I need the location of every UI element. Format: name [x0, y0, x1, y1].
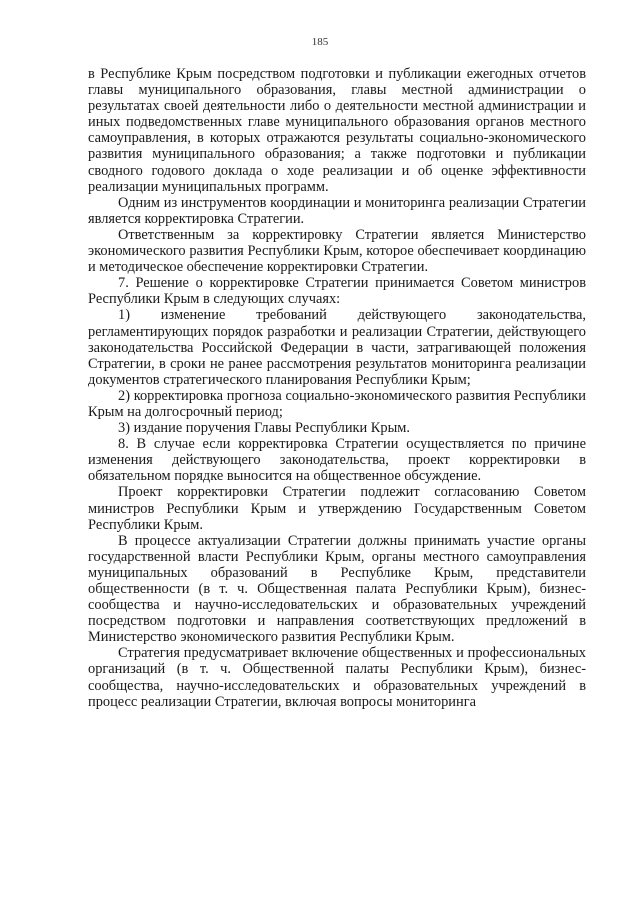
- paragraph-strategy-inclusion: Стратегия предусматривает включение общественных и профессиональных организаций (в т. ч. Общественной палаты Республики Крым), бизнес-сообщества, научно-исследовательских и образовательных учреждений в процесс реализации Стратегии, включая вопросы мониторинга: [88, 645, 586, 710]
- document-body: [88, 66, 586, 710]
- paragraph-item-8: 8. В случае если корректировка Стратегии осуществляется по причине изменения действующего законодательства, проект корректировки в обязательном порядке выносится на общественное обсуждение.: [88, 436, 586, 485]
- paragraph-coordination-tools: Одним из инструментов координации и мониторинга реализации Стратегии является корректировка Стратегии.: [88, 194, 586, 227]
- page-number: 185: [311, 36, 329, 48]
- paragraph-case-2: 2) корректировка прогноза социально-экономического развития Республики Крым на долгосрочный период;: [88, 387, 586, 420]
- paragraph-case-1: 1) изменение требований действующего законодательства, регламентирующих порядок разработки и реализации Стратегии, действующего законодательства Российской Федерации в части, затрагивающей положения Стратегии, в сроки не ранее рассмотрения результатов мониторинга реализации документов стратегического планирования Республики Крым;: [88, 307, 586, 388]
- paragraph-public-reports: в Республике Крым посредством подготовки и публикации ежегодных отчетов главы муниципального образования, главы местной администрации о результатах своей деятельности либо о деятельности местной администрации и иных подведомственных главе муниципального образования органов местного самоуправления, в которых отражаются результаты социально-экономического развития муниципального образования; а также подготовки и публикации сводного годового доклада о ходе реализации и об оценке эффективности реализации муниципальных программ.: [88, 66, 586, 195]
- paragraph-responsible-ministry: Ответственным за корректировку Стратегии является Министерство экономического развития Республики Крым, которое обеспечивает координацию и методическое обеспечение корректировки Стратегии.: [88, 226, 586, 276]
- paragraph-item-7: 7. Решение о корректировке Стратегии принимается Советом министров Республики Крым в следующих случаях:: [88, 275, 586, 308]
- paragraph-approval: Проект корректировки Стратегии подлежит согласованию Советом министров Республики Крым и утверждению Государственным Советом Республики Крым.: [88, 484, 586, 533]
- paragraph-case-3: 3) издание поручения Главы Республики Крым.: [118, 420, 410, 437]
- paragraph-actualization: В процессе актуализации Стратегии должны принимать участие органы государственной власти Республики Крым, органы местного самоуправления муниципальных образований в Республике Крым, представители общественности (в т. ч. Общественная палата Республики Крым), бизнес-сообщества и научно-исследовательских и образовательных учреждений посредством подготовки и направления соответствующих предложений в Министерство экономического развития Республики Крым.: [88, 532, 586, 646]
